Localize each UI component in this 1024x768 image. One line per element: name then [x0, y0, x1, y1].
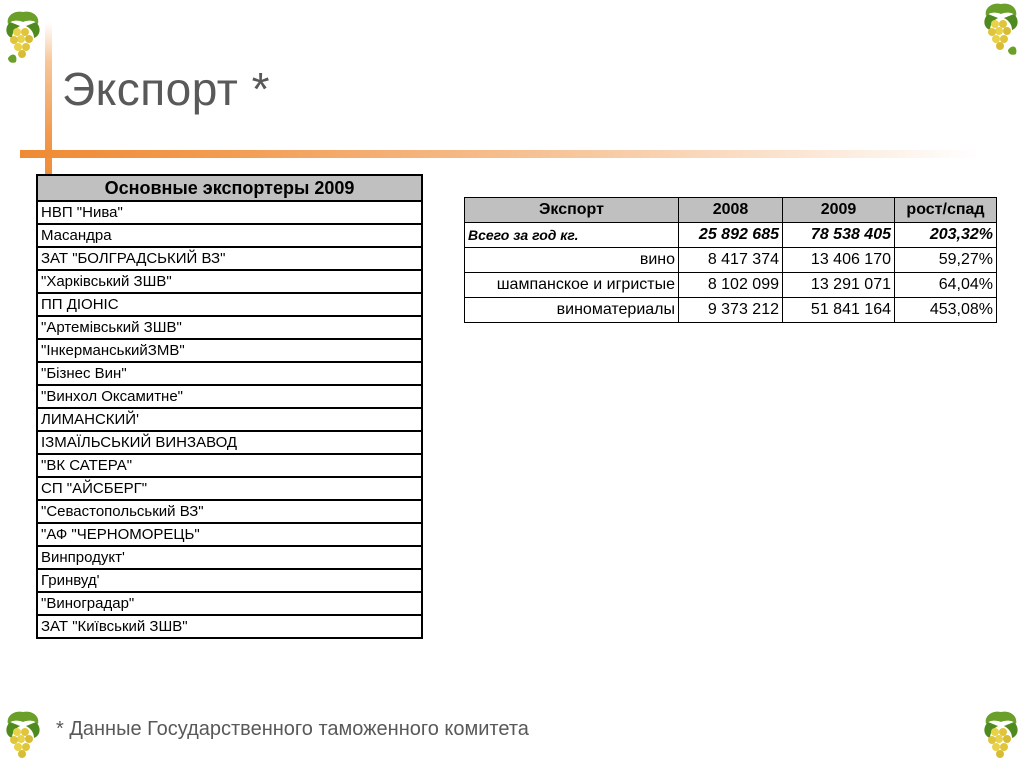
- table-header-row: [37, 175, 422, 201]
- table-row: [37, 385, 422, 408]
- table-row: [465, 273, 997, 298]
- value-change: 203,32%: [895, 223, 997, 248]
- table-row: [465, 248, 997, 273]
- exporter-name: "ВК САТЕРА": [37, 454, 422, 477]
- row-label: Всего за год кг.: [465, 223, 679, 248]
- value-2008: 8 417 374: [679, 248, 783, 273]
- value-2009: 78 538 405: [783, 223, 895, 248]
- row-label: виноматериалы: [465, 298, 679, 323]
- grape-cluster-icon: [2, 708, 44, 768]
- exporter-name: Винпродукт': [37, 546, 422, 569]
- row-label: шампанское и игристые: [465, 273, 679, 298]
- exporter-name: ЛИМАНСКИЙ': [37, 408, 422, 431]
- footnote: * Данные Государственного таможенного комитета: [56, 718, 529, 740]
- exporter-name: "Виноградар": [37, 592, 422, 615]
- exporter-name: "Артемівський ЗШВ": [37, 316, 422, 339]
- exporter-name: "Бізнес Вин": [37, 362, 422, 385]
- table-row: [37, 592, 422, 615]
- value-2009: 13 291 071: [783, 273, 895, 298]
- table-row: [37, 224, 422, 247]
- table-row: [37, 270, 422, 293]
- exporter-name: "Харківський ЗШВ": [37, 270, 422, 293]
- exporter-name: ЗАТ "БОЛГРАДСЬКИЙ ВЗ": [37, 247, 422, 270]
- table-row: [37, 339, 422, 362]
- page-title: Экспорт *: [62, 63, 271, 115]
- column-header-2009: 2009: [783, 198, 895, 223]
- table-row: [37, 500, 422, 523]
- column-header-2008: 2008: [679, 198, 783, 223]
- value-2009: 51 841 164: [783, 298, 895, 323]
- exporter-name: Гринвуд': [37, 569, 422, 592]
- value-change: 59,27%: [895, 248, 997, 273]
- table-row: [37, 523, 422, 546]
- value-2009: 13 406 170: [783, 248, 895, 273]
- column-header-export: Экспорт: [465, 198, 679, 223]
- exporter-name: ПП ДІОНІС: [37, 293, 422, 316]
- table-header-row: [465, 198, 997, 223]
- table-row: [37, 454, 422, 477]
- exporter-name: "ІнкерманськийЗМВ": [37, 339, 422, 362]
- value-2008: 9 373 212: [679, 298, 783, 323]
- value-2008: 8 102 099: [679, 273, 783, 298]
- column-header-change: рост/спад: [895, 198, 997, 223]
- table-row: [37, 546, 422, 569]
- table-row: [37, 316, 422, 339]
- table-row: [37, 362, 422, 385]
- table-row: [37, 431, 422, 454]
- exporters-header: Основные экспортеры 2009: [37, 175, 422, 201]
- value-2008: 25 892 685: [679, 223, 783, 248]
- exporter-name: ЗАТ "Київський ЗШВ": [37, 615, 422, 638]
- table-row: [37, 477, 422, 500]
- table-row-total: [465, 223, 997, 248]
- exporter-name: "Винхол Оксамитне": [37, 385, 422, 408]
- exporter-name: СП "АЙСБЕРГ": [37, 477, 422, 500]
- table-row: [37, 408, 422, 431]
- table-row: [37, 569, 422, 592]
- exporter-name: "Севастопольський ВЗ": [37, 500, 422, 523]
- table-row: [37, 615, 422, 638]
- table-row: [37, 201, 422, 224]
- decorative-horizontal-line: [20, 150, 980, 158]
- exporter-name: ІЗМАЇЛЬСЬКИЙ ВИНЗАВОД: [37, 431, 422, 454]
- grape-cluster-icon: [980, 708, 1022, 768]
- exporter-name: НВП "Нива": [37, 201, 422, 224]
- table-row: [465, 298, 997, 323]
- grape-cluster-icon: [980, 0, 1022, 60]
- exporter-name: Масандра: [37, 224, 422, 247]
- exporters-table: [36, 174, 423, 639]
- value-change: 453,08%: [895, 298, 997, 323]
- row-label: вино: [465, 248, 679, 273]
- grape-cluster-icon: [2, 8, 44, 68]
- table-row: [37, 293, 422, 316]
- table-row: [37, 247, 422, 270]
- value-change: 64,04%: [895, 273, 997, 298]
- exporter-name: "АФ "ЧЕРНОМОРЕЦЬ": [37, 523, 422, 546]
- export-stats-table: [464, 197, 997, 323]
